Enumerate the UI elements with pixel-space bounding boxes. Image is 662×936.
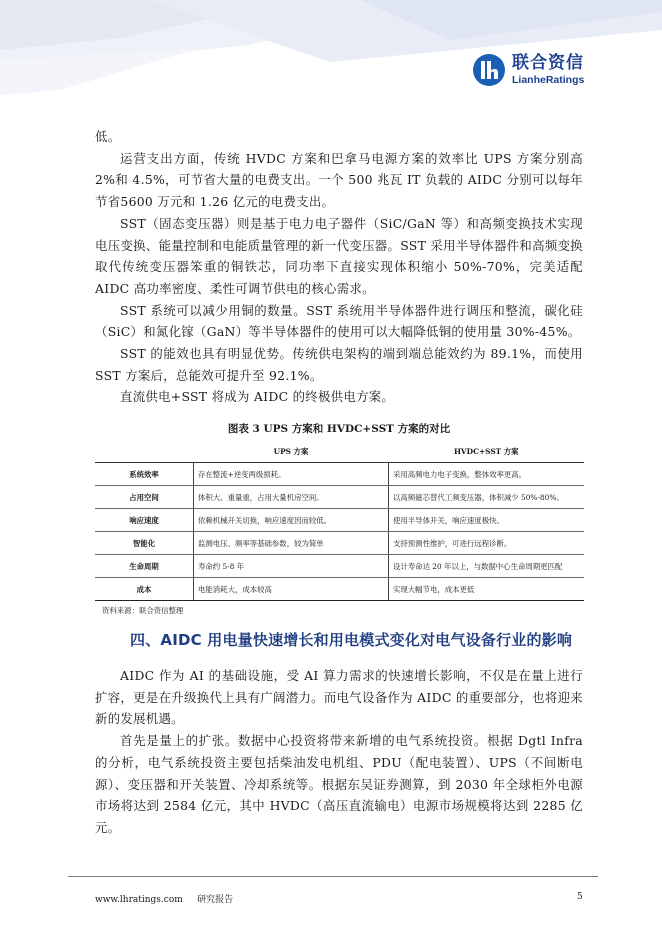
row-label: 成本 <box>95 578 194 601</box>
footer-doc-type: 研究报告 <box>197 895 234 905</box>
table-row <box>95 463 584 486</box>
row-label: 生命周期 <box>95 555 194 578</box>
lianhe-logo-icon <box>472 53 506 87</box>
paragraph: SST 的能效也具有明显优势。传统供电架构的端到端总能效约为 89.1%，而使用 SST 方案后，总能效可提升至 92.1%。 <box>95 346 583 383</box>
row-label: 响应速度 <box>95 509 194 532</box>
ups-cell: 电能消耗大，成本较高 <box>194 578 389 601</box>
ups-cell: 体积大、重量重，占用大量机房空间。 <box>194 486 389 509</box>
table-header-row <box>95 440 584 463</box>
footer-info <box>95 892 233 905</box>
footer-website-link[interactable]: www.lhratings.com <box>95 895 183 905</box>
table-row <box>95 486 584 509</box>
body-text-bottom <box>95 665 583 839</box>
row-label: 系统效率 <box>95 463 194 486</box>
ups-cell: 寿命约 5-8 年 <box>194 555 389 578</box>
body-text-top <box>95 126 583 408</box>
paragraph: 低。 <box>95 129 121 144</box>
logo-english-name: LianheRatings <box>512 73 585 86</box>
table-header-cell <box>95 440 194 463</box>
logo-chinese-name: 联合资信 <box>512 52 584 73</box>
paragraph: SST 系统可以减少用铜的数量。SST 系统用半导体器件进行调压和整流，碳化硅（SiC）和氮化镓（GaN）等半导体器件的使用可以大幅降低铜的使用量 30%-45%。 <box>95 302 583 340</box>
page-number: 5 <box>577 892 583 902</box>
sst-cell: 以高频磁芯替代工频变压器，体积减少 50%-80%。 <box>389 486 585 509</box>
paragraph: 直流供电+SST 将成为 AIDC 的终极供电方案。 <box>120 389 395 405</box>
sst-cell: 使用半导体开关，响应速度极快。 <box>389 509 585 532</box>
sst-cell: 支持预测性维护，可进行远程诊断。 <box>389 532 585 555</box>
table-source-note: 资料来源：联合资信整理 <box>102 606 184 615</box>
table-row <box>95 578 584 601</box>
comparison-table <box>95 440 584 601</box>
section-heading: 四、AIDC 用电量快速增长和用电模式变化对电气设备行业的影响 <box>130 631 573 649</box>
table-row <box>95 509 584 532</box>
ups-cell: 监测电压、频率等基础参数，较为简单 <box>194 532 389 555</box>
paragraph: SST（固态变压器）则是基于电力电子器件（SiC/GaN 等）和高频变换技术实现电压变换、能量控制和电能质量管理的新一代变压器。SST 采用半导体器件和高频变换取代传统变压器笨重的铜铁芯，同功率下直接实现体积缩小 50%-70%，完美适配 AIDC 高功率密度、柔性可调节供电的核心需求。 <box>95 215 583 296</box>
paragraph: AIDC 作为 AI 的基础设施，受 AI 算力需求的快速增长影响，不仅是在量上进行扩容，更是在升级换代上具有广阔潜力。而电气设备作为 AIDC 的重要部分，也将迎来新的发展机遇。 <box>95 668 583 727</box>
sst-cell: 实现大幅节电，成本更低 <box>389 578 585 601</box>
row-label: 占用空间 <box>95 486 194 509</box>
footer-divider <box>68 876 598 877</box>
row-label: 智能化 <box>95 532 194 555</box>
table-header-cell: HVDC+SST 方案 <box>389 440 585 463</box>
ups-cell: 依赖机械开关切换，响应速度因而较低。 <box>194 509 389 532</box>
sst-cell: 设计寿命达 20 年以上，与数据中心生命周期更匹配 <box>389 555 585 578</box>
table-row <box>95 532 584 555</box>
table-header-cell: UPS 方案 <box>194 440 389 463</box>
paragraph: 运营支出方面，传统 HVDC 方案和巴拿马电源方案的效率比 UPS 方案分别高 2%和 4.5%，可节省大量的电费支出。一个 500 兆瓦 IT 负载的 AIDC 分别可以每年节省5600 万元和 1.26 亿元的电费支出。 <box>95 150 583 210</box>
ups-cell: 存在整流+逆变两级损耗。 <box>194 463 389 486</box>
table-caption: 图表 3 UPS 方案和 HVDC+SST 方案的对比 <box>227 423 451 435</box>
company-logo <box>472 50 584 90</box>
table-row <box>95 555 584 578</box>
paragraph: 首先是量上的扩张。数据中心投资将带来新增的电气系统投资。根据 Dgtl Infra 的分析，电气系统投资主要包括柴油发电机组、PDU（配电装置）、UPS（不间断电源）、变压器和开关装置、冷却系统等。根据东吴证券测算，到 2030 年全球柜外电源市场将达到 2584 亿元，其中 HVDC（高压直流输电）电源市场规模将达到 2285 亿元。 <box>95 733 583 835</box>
sst-cell: 采用高频电力电子变换，整体效率更高。 <box>389 463 585 486</box>
